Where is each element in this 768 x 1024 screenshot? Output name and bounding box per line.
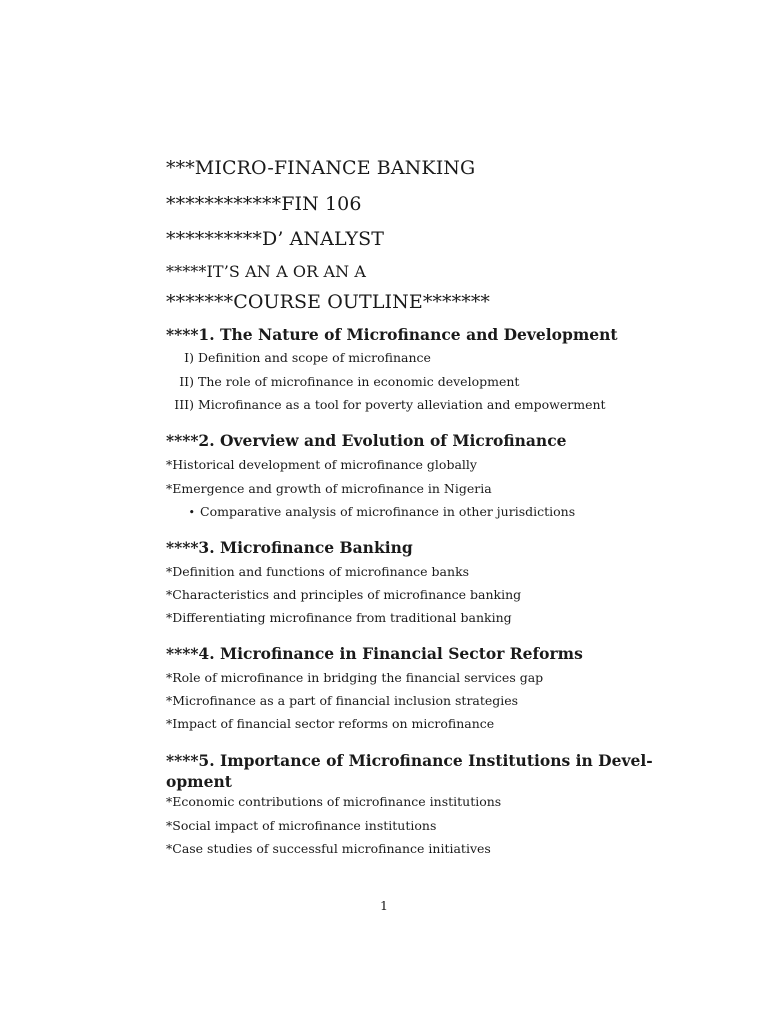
list-item: [166, 350, 431, 365]
author-line: **********D’ ANALYST: [166, 228, 385, 250]
section-5-heading-line-2: opment: [166, 772, 232, 791]
bullet-item-text: Comparative analysis of microfinance in other jurisdictions: [200, 504, 576, 519]
bullet-list-item: [166, 504, 575, 519]
list-item-text: Definition and scope of microfinance: [198, 350, 431, 365]
list-item-text: Microfinance as a tool for poverty alleviation and empowerment: [198, 397, 606, 412]
section-5-heading: [166, 750, 653, 792]
section-3-heading: ****3. Microfinance Banking: [166, 538, 413, 557]
list-item: *Definition and functions of microfinance banks: [166, 564, 470, 579]
list-item: *Emergence and growth of microfinance in Nigeria: [166, 481, 492, 496]
list-item: *Social impact of microfinance institutions: [166, 818, 437, 833]
page-number: 1: [380, 898, 388, 913]
list-item: *Differentiating microfinance from traditional banking: [166, 610, 512, 625]
section-4-heading: ****4. Microfinance in Financial Sector Reforms: [166, 644, 583, 663]
list-item-number: II): [179, 374, 194, 389]
list-item: *Characteristics and principles of microfinance banking: [166, 587, 522, 602]
list-item: *Microfinance as a part of financial inclusion strategies: [166, 693, 519, 708]
course-title: ***MICRO-FINANCE BANKING: [166, 157, 476, 179]
section-5-heading-line-1: ****5. Importance of Microfinance Institutions in Devel-: [166, 751, 653, 770]
list-item: *Impact of financial sector reforms on microfinance: [166, 716, 495, 731]
bullet-icon: •: [188, 506, 195, 519]
course-code: ************FIN 106: [166, 193, 362, 215]
list-item: *Historical development of microfinance globally: [166, 457, 477, 472]
list-item: [166, 397, 606, 412]
list-item: *Role of microfinance in bridging the financial services gap: [166, 670, 544, 685]
section-2-heading: ****2. Overview and Evolution of Microfinance: [166, 431, 567, 450]
list-item-text: The role of microfinance in economic development: [198, 374, 520, 389]
list-item-number: I): [184, 350, 194, 365]
list-item: *Economic contributions of microfinance institutions: [166, 794, 502, 809]
course-outline-heading: *******COURSE OUTLINE*******: [166, 291, 491, 313]
section-1-heading: ****1. The Nature of Microfinance and Development: [166, 325, 618, 344]
list-item: *Case studies of successful microfinance initiatives: [166, 841, 491, 856]
list-item: [166, 374, 519, 389]
tagline: *****IT’S AN A OR AN A: [166, 262, 367, 281]
list-item-number: III): [174, 397, 194, 412]
